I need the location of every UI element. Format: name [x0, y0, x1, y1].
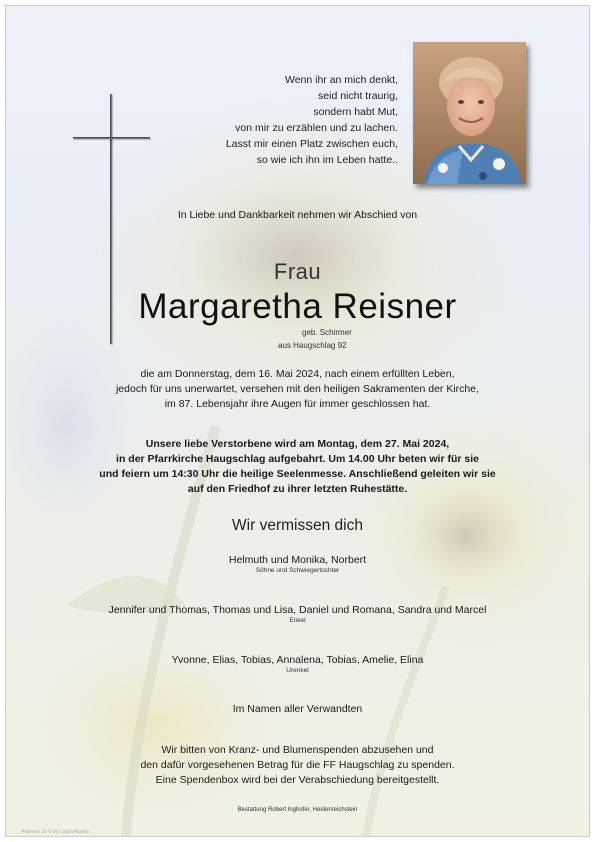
death-notice — [6, 367, 589, 412]
family-names: Jennifer und Thomas, Thomas und Lisa, Daniel und Romana, Sandra und Marcel — [108, 604, 487, 616]
poem-line: sondern habt Mut, — [313, 106, 398, 118]
deceased-name: Margaretha Reisner — [138, 287, 457, 326]
family-group-great-grandchildren — [6, 654, 589, 674]
footer-note: Andrees 10 © by LoachAustria — [21, 829, 89, 835]
family-names: Yvonne, Elias, Tobias, Annalena, Tobias, Amelie, Elina — [171, 654, 424, 666]
family-group-sons — [6, 554, 589, 574]
farewell-intro: In Liebe und Dankbarkeit nehmen wir Abschied von — [177, 209, 418, 221]
poem-line: Wenn ihr an mich denkt, — [284, 74, 398, 86]
parte-page — [5, 5, 590, 837]
family-role: Söhne und Schwiegertochter — [255, 567, 340, 574]
funeral-line: in der Pfarrkirche Haugschlag aufgebahrt. Um 14.00 Uhr beten wir für sie — [116, 453, 479, 465]
residence: aus Haugschlag 92 — [278, 341, 347, 350]
donation-line: den dafür vorgesehenen Betrag für die FF Haugschlag zu spenden. — [140, 759, 455, 771]
notice-line: die am Donnerstag, dem 16. Mai 2024, nach einem erfüllten Leben, — [140, 368, 455, 380]
deceased-prefix: Frau — [273, 259, 322, 284]
poem-line: von mir zu erzählen und zu lachen. — [235, 122, 398, 134]
donation-line: Eine Spendenbox wird bei der Verabschiedung bereitgestellt. — [155, 774, 440, 786]
donation-request — [6, 743, 589, 788]
family-role: Enkel — [289, 617, 306, 624]
miss-heading: Wir vermissen dich — [232, 517, 363, 534]
family-names: Helmuth und Monika, Norbert — [228, 554, 367, 566]
on-behalf-line: Im Namen aller Verwandten — [232, 703, 363, 715]
family-role: Urenkel — [286, 667, 309, 674]
notice-line: im 87. Lebensjahr ihre Augen für immer geschlossen hat. — [164, 398, 431, 410]
family-group-grandchildren — [6, 604, 589, 624]
donation-line: Wir bitten von Kranz- und Blumenspenden abzusehen und — [161, 744, 434, 756]
poem-line: so wie ich ihn im Leben hatte.. — [256, 154, 398, 166]
undertaker-credit: Bestattung Robert Inghofer, Heidenreichstein — [237, 807, 358, 813]
poem-line: seid nicht traurig, — [318, 90, 398, 102]
cross-icon-horizontal — [73, 137, 150, 139]
maiden-name: geb. Schirmer — [302, 328, 352, 337]
funeral-line: Unsere liebe Verstorbene wird am Montag, dem 27. Mai 2024, — [145, 438, 450, 450]
poem-line: Lasst mir einen Platz zwischen euch, — [225, 138, 398, 150]
funeral-details — [6, 437, 589, 497]
notice-line: jedoch für uns unerwartet, versehen mit den heiligen Sakramenten der Kirche, — [115, 383, 480, 395]
memorial-poem — [158, 72, 398, 168]
funeral-line: auf den Friedhof zu ihrer letzten Ruhestätte. — [187, 483, 408, 495]
funeral-line: und feiern um 14:30 Uhr die heilige Seelenmesse. Anschließend geleiten wir sie — [99, 468, 496, 480]
portrait-photo — [413, 42, 526, 184]
